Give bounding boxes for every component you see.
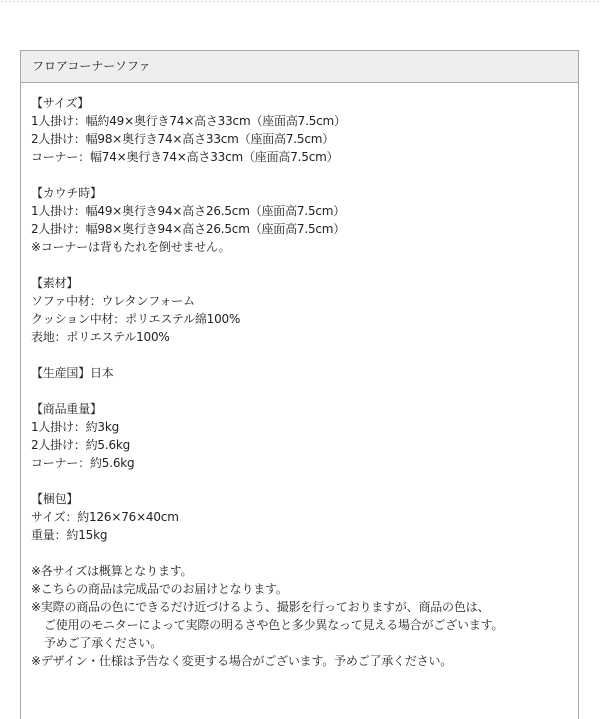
product-spec-box	[20, 50, 579, 719]
spacer	[31, 256, 572, 274]
package-line-2: 重量：約15kg	[31, 528, 108, 542]
material-line-2: クッション中材：ポリエステル綿100%	[31, 312, 241, 326]
top-dotted-divider	[0, 0, 600, 3]
material-line-3: 表地：ポリエステル100%	[31, 330, 170, 344]
weight-line-2: 2人掛け：約5.6kg	[31, 438, 131, 452]
spacer	[31, 382, 572, 400]
couch-line-2: 2人掛け：幅98×奥行き94×高さ26.5cm（座面高7.5cm）	[31, 222, 346, 236]
material-line-1: ソファ中材：ウレタンフォーム	[31, 294, 195, 308]
package-heading: 【梱包】	[31, 492, 79, 506]
origin-line: 【生産国】日本	[31, 366, 114, 380]
weight-line-3: コーナー：約5.6kg	[31, 456, 135, 470]
couch-heading: 【カウチ時】	[31, 186, 102, 200]
couch-note: ※コーナーは背もたれを倒せません。	[31, 240, 231, 254]
weight-heading: 【商品重量】	[31, 402, 102, 416]
material-heading: 【素材】	[31, 276, 79, 290]
size-heading: 【サイズ】	[31, 96, 90, 110]
spec-body	[31, 94, 572, 670]
weight-line-1: 1人掛け：約3kg	[31, 420, 120, 434]
couch-line-1: 1人掛け：幅49×奥行き94×高さ26.5cm（座面高7.5cm）	[31, 204, 346, 218]
note-line-1: ※各サイズは概算となります。	[31, 564, 193, 578]
spacer	[31, 346, 572, 364]
note-line-6: ※デザイン・仕様は予告なく変更する場合がございます。予めご了承ください。	[31, 654, 453, 668]
note-line-2: ※こちらの商品は完成品でのお届けとなります。	[31, 582, 288, 596]
size-line-2: 2人掛け：幅98×奥行き74×高さ33cm（座面高7.5cm）	[31, 132, 335, 146]
spacer	[31, 166, 572, 184]
package-line-1: サイズ：約126×76×40cm	[31, 510, 179, 524]
spec-title: フロアコーナーソファ	[21, 51, 578, 83]
note-line-3: ※実際の商品の色にできるだけ近づけるよう、撮影を行っておりますが、商品の色は、	[31, 600, 490, 614]
note-line-5: 予めご了承ください。	[44, 636, 163, 650]
note-line-4: ご使用のモニターによって実際の明るさや色と多少異なって見える場合がございます。	[44, 618, 504, 632]
spacer	[31, 472, 572, 490]
size-line-3: コーナー：幅74×奥行き74×高さ33cm（座面高7.5cm）	[31, 150, 339, 164]
spacer	[31, 544, 572, 562]
size-line-1: 1人掛け：幅約49×奥行き74×高さ33cm（座面高7.5cm）	[31, 114, 346, 128]
